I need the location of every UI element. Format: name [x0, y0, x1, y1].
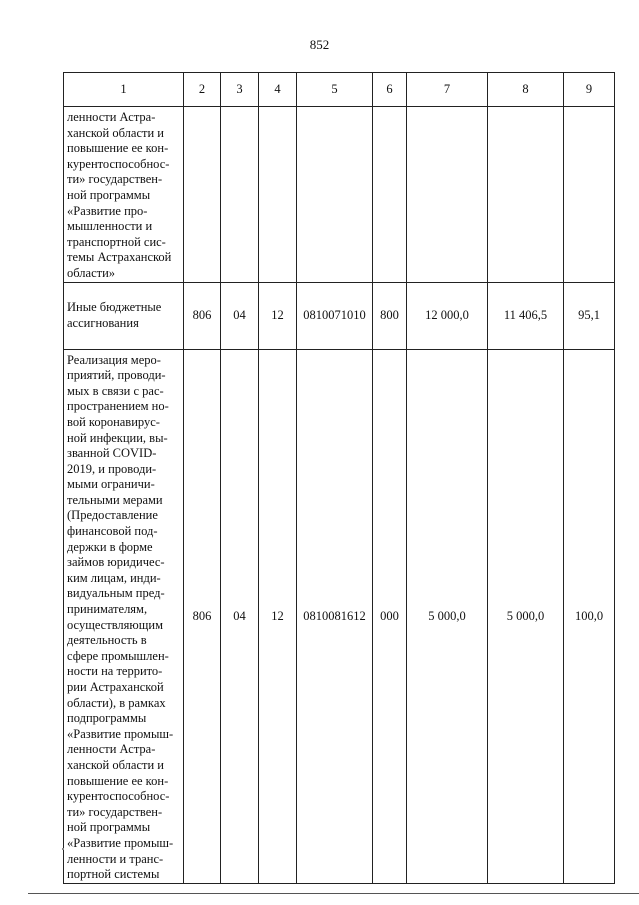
table-cell: 100,0 — [564, 349, 615, 883]
table-row — [64, 349, 615, 883]
description-line: займов юридичес- — [67, 555, 165, 570]
description-line: мыми ограничи- — [67, 477, 155, 492]
header-row — [64, 73, 615, 107]
description-line: «Развитие промыш- — [67, 726, 174, 741]
description-line: ханской области и — [67, 757, 164, 772]
description-line: ной программы — [67, 187, 151, 202]
column-header: 2 — [184, 73, 221, 107]
description-line: Реализация меро- — [67, 352, 161, 367]
description-line: ханской области и — [67, 125, 164, 140]
description-line: «Развитие промыш- — [67, 835, 174, 850]
description-line: ти» государствен- — [67, 804, 163, 819]
table-cell: 5 000,0 — [407, 349, 488, 883]
column-header: 6 — [373, 73, 407, 107]
description-line: ти» государствен- — [67, 172, 163, 187]
table-cell: 95,1 — [564, 282, 615, 349]
description-line: приятий, проводи- — [67, 368, 166, 383]
table-row — [64, 282, 615, 349]
table-cell — [184, 107, 221, 283]
description-line: вой коронавирус- — [67, 414, 160, 429]
table-cell: 5 000,0 — [488, 349, 564, 883]
description-line: области» — [67, 265, 116, 280]
table-cell: 800 — [373, 282, 407, 349]
table-cell: 04 — [221, 282, 259, 349]
row-description — [64, 107, 184, 283]
column-header: 3 — [221, 73, 259, 107]
table-cell: 12 000,0 — [407, 282, 488, 349]
column-header: 9 — [564, 73, 615, 107]
description-line: повышение ее кон- — [67, 773, 169, 788]
description-line: званной COVID- — [67, 446, 157, 461]
description-line: «Развитие про- — [67, 203, 148, 218]
column-header: 7 — [407, 73, 488, 107]
table-cell — [373, 107, 407, 283]
description-line: повышение ее кон- — [67, 141, 169, 156]
row-description — [64, 282, 184, 349]
description-line: портной системы — [67, 867, 160, 882]
description-line: 2019, и проводи- — [67, 461, 157, 476]
description-line: держки в форме — [67, 539, 153, 554]
description-line: транспортной сис- — [67, 234, 166, 249]
description-line: ленности Астра- — [67, 742, 156, 757]
description-line: ассигнования — [67, 315, 139, 330]
table-cell: 11 406,5 — [488, 282, 564, 349]
row-description — [64, 349, 184, 883]
column-header: 1 — [64, 73, 184, 107]
table-cell: 12 — [259, 282, 297, 349]
table-cell — [488, 107, 564, 283]
description-line: ленности и транс- — [67, 851, 164, 866]
description-line: видуальным пред- — [67, 586, 165, 601]
description-line: сфере промышлен- — [67, 648, 169, 663]
description-line: деятельность в — [67, 633, 147, 648]
description-line: финансовой под- — [67, 524, 158, 539]
column-header: 8 — [488, 73, 564, 107]
description-line: мышленности и — [67, 219, 153, 234]
page-number: 852 — [309, 37, 330, 52]
description-line: пространением но- — [67, 399, 169, 414]
scan-speck — [62, 848, 64, 850]
description-line: курентоспособнос- — [67, 789, 170, 804]
description-line: мых в связи с рас- — [67, 383, 164, 398]
description-line: темы Астраханской — [67, 250, 172, 265]
table-cell: 12 — [259, 349, 297, 883]
description-line: рии Астраханской — [67, 680, 164, 694]
description-line: ленности Астра- — [67, 110, 156, 124]
description-line: тельными мерами — [67, 492, 163, 507]
table-cell — [259, 107, 297, 283]
description-line: принимателям, — [67, 602, 148, 617]
table-cell: 806 — [184, 349, 221, 883]
table-row — [64, 107, 615, 283]
description-line: ной инфекции, вы- — [67, 430, 168, 445]
table-cell: 806 — [184, 282, 221, 349]
description-line: области), в рамках — [67, 695, 166, 710]
description-line: ким лицам, инди- — [67, 570, 161, 585]
table-cell — [297, 107, 373, 283]
description-line: осуществляющим — [67, 617, 163, 632]
description-line: Иные бюджетные — [67, 299, 162, 314]
budget-table — [63, 72, 615, 884]
description-line: ности на террито- — [67, 664, 163, 679]
column-header: 4 — [259, 73, 297, 107]
description-line: курентоспособнос- — [67, 156, 170, 171]
table-cell — [407, 107, 488, 283]
table-cell: 0810081612 — [297, 349, 373, 883]
description-line: (Предоставление — [67, 508, 158, 523]
table-cell — [564, 107, 615, 283]
table-cell: 0810071010 — [297, 282, 373, 349]
table-cell: 000 — [373, 349, 407, 883]
description-line: подпрограммы — [67, 711, 147, 726]
column-header: 5 — [297, 73, 373, 107]
table-cell: 04 — [221, 349, 259, 883]
table-cell — [221, 107, 259, 283]
description-line: ной программы — [67, 820, 151, 835]
page-bottom-rule — [28, 893, 639, 894]
